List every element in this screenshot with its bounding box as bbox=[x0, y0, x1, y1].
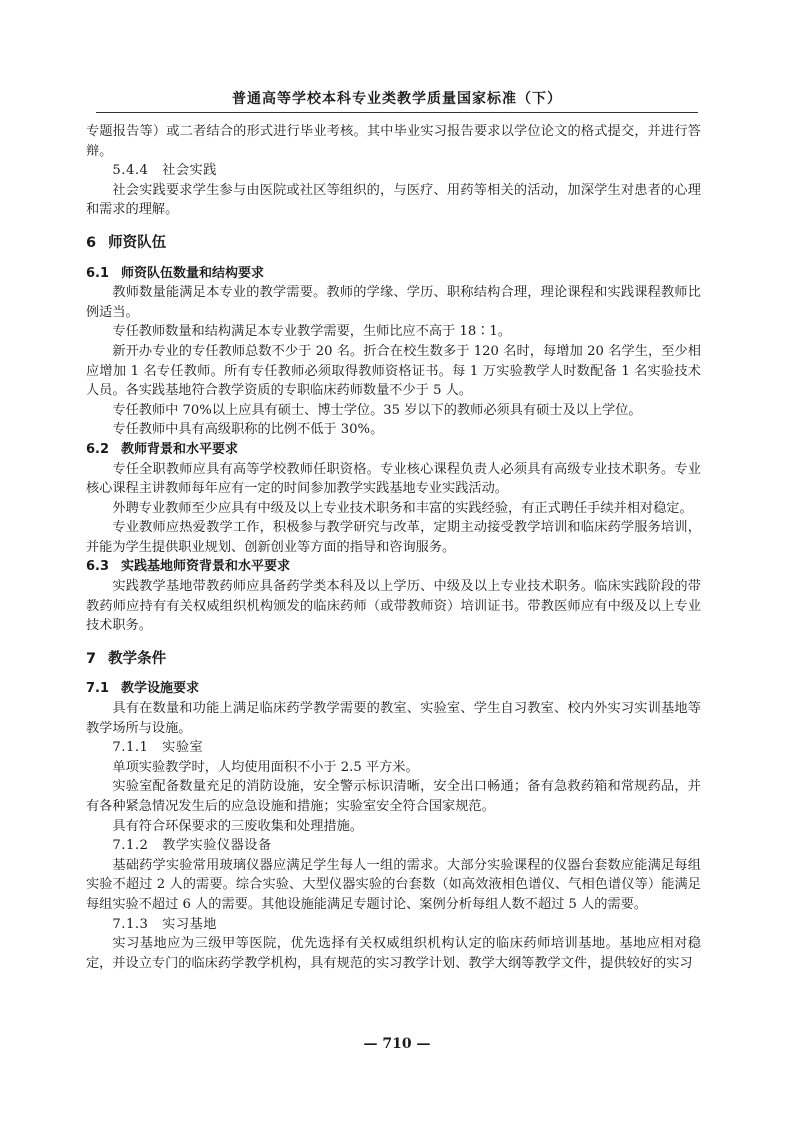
page-body bbox=[86, 122, 701, 973]
clause-heading: 5.4.4 社会实践 bbox=[112, 163, 217, 179]
header-rule bbox=[96, 112, 698, 113]
heading-number: 6.1 bbox=[86, 265, 110, 281]
body-paragraph: 单项实验教学时，人均使用面积不小于 2.5 平方米。 bbox=[112, 759, 419, 775]
heading-number: 7 bbox=[86, 650, 97, 667]
heading-number: 6 bbox=[86, 234, 97, 251]
heading-text: 实践基地师资背景和水平要求 bbox=[121, 559, 291, 575]
heading-number: 6.2 bbox=[86, 441, 110, 457]
body-paragraph: 专业教师应热爱教学工作，积极参与教学研究与改革，定期主动接受教学培训和临床药学服务培训，并能为学生提供职业规划、创新创业等方面的指导和咨询服务。 bbox=[86, 520, 701, 555]
clause-heading: 7.1.1 实验室 bbox=[112, 740, 204, 756]
heading-text: 教学条件 bbox=[108, 650, 167, 667]
body-paragraph: 实践教学基地带教药师应具备药学类本科及以上学历、中级及以上专业技术职务。临床实践阶段的带教药师应持有有关权威组织机构颁发的临床药师（或带教师资）培训证书。带教医师应有中级及以上专业技术职务。 bbox=[86, 579, 701, 634]
body-paragraph: 新开办专业的专任教师总数不少于 20 名。折合在校生数多于 120 名时，每增加 20 名学生，至少相应增加 1 名专任教师。所有专任教师必须取得教师资格证书。每 1 万实验教学人时数配备 1 名实验技术人员。各实践基地符合教学资质的专职临床药师数量不少于 5 人。 bbox=[86, 343, 701, 399]
subsection-heading bbox=[86, 679, 701, 699]
heading-number: 7.1 bbox=[86, 681, 110, 697]
heading-text: 教学设施要求 bbox=[121, 681, 200, 697]
clause-heading: 7.1.3 实习基地 bbox=[112, 916, 217, 932]
body-paragraph: 专任教师中具有高级职称的比例不低于 30%。 bbox=[112, 422, 384, 438]
clause-heading: 7.1.2 教学实验仪器设备 bbox=[112, 838, 272, 854]
body-paragraph: 专任教师中 70%以上应具有硕士、博士学位。35 岁以下的教师必须具有硕士及以上学位。 bbox=[112, 402, 642, 418]
subsection-heading bbox=[86, 264, 701, 284]
subsection-heading bbox=[86, 440, 701, 460]
heading-text: 师资队伍数量和结构要求 bbox=[121, 265, 265, 281]
heading-text: 师资队伍 bbox=[108, 234, 167, 251]
body-paragraph: 实验室配备数量充足的消防设施，安全警示标识清晰，安全出口畅通；备有急救药箱和常规药品，并有各种紧急情况发生后的应急设施和措施；实验室安全符合国家规范。 bbox=[86, 779, 701, 814]
body-paragraph: 社会实践要求学生参与由医院或社区等组织的，与医疗、用药等相关的活动，加深学生对患者的心理和需求的理解。 bbox=[86, 182, 701, 218]
section-heading bbox=[86, 650, 701, 670]
body-paragraph: 外聘专业教师至少应具有中级及以上专业技术职务和丰富的实践经验，有正式聘任手续并相对稳定。 bbox=[112, 500, 693, 516]
body-paragraph: 实习基地应为三级甲等医院，优先选择有关权威组织机构认定的临床药师培训基地。基地应相对稳定，并设立专门的临床药学教学机构，具有规范的实习教学计划、教学大纲等教学文件，提供较好的实习 bbox=[86, 936, 701, 971]
section-heading bbox=[86, 234, 701, 254]
body-paragraph: 具有在数量和功能上满足临床药学教学需要的教室、实验室、学生自习教室、校内外实习实训基地等教学场所与设施。 bbox=[86, 701, 701, 736]
page-number: — 710 — bbox=[363, 1036, 431, 1052]
body-paragraph: 专题报告等）或二者结合的形式进行毕业考核。其中毕业实习报告要求以学位论文的格式提交，并进行答辩。 bbox=[86, 124, 701, 159]
heading-number: 6.3 bbox=[86, 559, 110, 575]
body-paragraph: 具有符合环保要求的三废收集和处理措施。 bbox=[112, 818, 363, 834]
heading-text: 教师背景和水平要求 bbox=[121, 441, 239, 457]
subsection-heading bbox=[86, 557, 701, 577]
running-header: 普通高等学校本科专业类教学质量国家标准（下） bbox=[232, 91, 562, 107]
body-paragraph: 专任全职教师应具有高等学校教师任职资格。专业核心课程负责人必须具有高级专业技术职务。专业核心课程主讲教师每年应有一定的时间参加教学实践基地专业实践活动。 bbox=[86, 461, 701, 497]
body-paragraph: 专任教师数量和结构满足本专业教学需要，生师比应不高于 18∶1。 bbox=[112, 324, 512, 340]
body-paragraph: 教师数量能满足本专业的教学需要。教师的学缘、学历、职称结构合理，理论课程和实践课程教师比例适当。 bbox=[86, 285, 701, 320]
body-paragraph: 基础药学实验常用玻璃仪器应满足学生每人一组的需求。大部分实验课程的仪器台套数应能满足每组实验不超过 2 人的需要。综合实验、大型仪器实验的台套数（如高效液相色谱仪、气相色谱仪等）能满足每组实验不超过 6 人的需要。其他设施能满足专题讨论、案例分析每组人数不超过 5 人的需要。 bbox=[86, 857, 701, 912]
